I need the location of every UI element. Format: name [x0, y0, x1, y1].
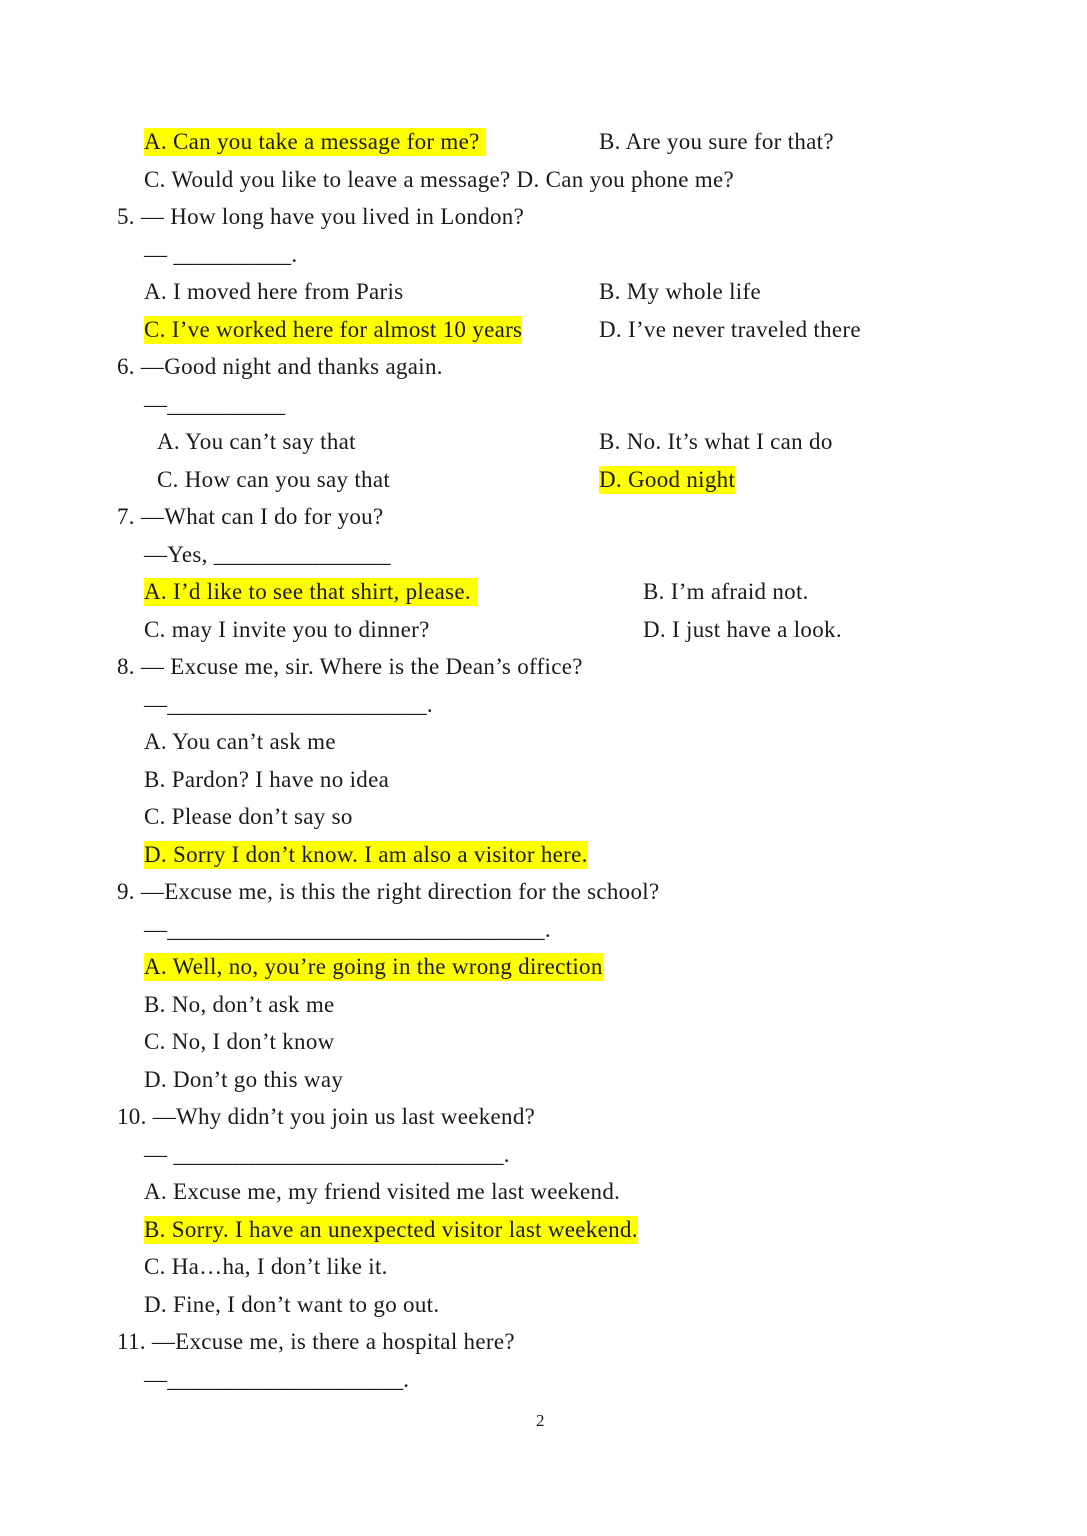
q10-answer-blank: — ____________________________. — [144, 1142, 510, 1167]
q7-option-b: B. I’m afraid not. — [643, 579, 809, 604]
q6-option-b: B. No. It’s what I can do — [599, 429, 833, 454]
q10-option-c: C. Ha…ha, I don’t like it. — [144, 1254, 388, 1279]
q8-option-d-answer: D. Sorry I don’t know. I am also a visitor here. — [144, 842, 588, 867]
q6-question: 6. —Good night and thanks again. — [117, 354, 443, 379]
q9-question: 9. —Excuse me, is this the right direction for the school? — [117, 879, 660, 904]
q6-option-a: A. You can’t say that — [157, 429, 356, 454]
q11-question: 11. —Excuse me, is there a hospital here? — [117, 1329, 515, 1354]
q9-answer-blank: —________________________________. — [144, 917, 551, 942]
q6-option-c: C. How can you say that — [157, 467, 391, 492]
q8-option-b: B. Pardon? I have no idea — [144, 767, 390, 792]
q7-answer-blank: —Yes, _______________ — [144, 542, 391, 567]
q7-question: 7. —What can I do for you? — [117, 504, 384, 529]
q5-option-d: D. I’ve never traveled there — [599, 317, 861, 342]
q10-option-a: A. Excuse me, my friend visited me last weekend. — [144, 1179, 621, 1204]
q5-option-c-answer: C. I’ve worked here for almost 10 years — [144, 317, 523, 342]
q5-answer-blank: — __________. — [144, 242, 298, 267]
q10-option-d: D. Fine, I don’t want to go out. — [144, 1292, 440, 1317]
q5-option-b: B. My whole life — [599, 279, 761, 304]
q10-option-b-answer: B. Sorry. I have an unexpected visitor last weekend. — [144, 1217, 638, 1242]
page-number: 2 — [536, 1411, 545, 1430]
q5-question: 5. — How long have you lived in London? — [117, 204, 525, 229]
q10-question: 10. —Why didn’t you join us last weekend? — [117, 1104, 536, 1129]
q8-question: 8. — Excuse me, sir. Where is the Dean’s office? — [117, 654, 583, 679]
q4-option-a-answer: A. Can you take a message for me? — [144, 129, 486, 154]
q8-answer-blank: —______________________. — [144, 692, 433, 717]
q9-option-a-answer: A. Well, no, you’re going in the wrong direction — [144, 954, 603, 979]
q9-option-b: B. No, don’t ask me — [144, 992, 335, 1017]
q7-option-d: D. I just have a look. — [643, 617, 842, 642]
q8-option-a: A. You can’t ask me — [144, 729, 336, 754]
q9-option-c: C. No, I don’t know — [144, 1029, 335, 1054]
q4-option-b: B. Are you sure for that? — [599, 129, 834, 154]
q7-option-a-answer: A. I’d like to see that shirt, please. — [144, 579, 477, 604]
q8-option-c: C. Please don’t say so — [144, 804, 353, 829]
q6-answer-blank: —__________ — [144, 392, 286, 417]
q11-answer-blank: —____________________. — [144, 1367, 410, 1392]
q6-option-d-answer: D. Good night — [599, 467, 736, 492]
q9-option-d: D. Don’t go this way — [144, 1067, 344, 1092]
q7-option-c: C. may I invite you to dinner? — [144, 617, 430, 642]
q5-option-a: A. I moved here from Paris — [144, 279, 404, 304]
q4-options-c-d: C. Would you like to leave a message? D. Can you phone me? — [144, 167, 734, 192]
